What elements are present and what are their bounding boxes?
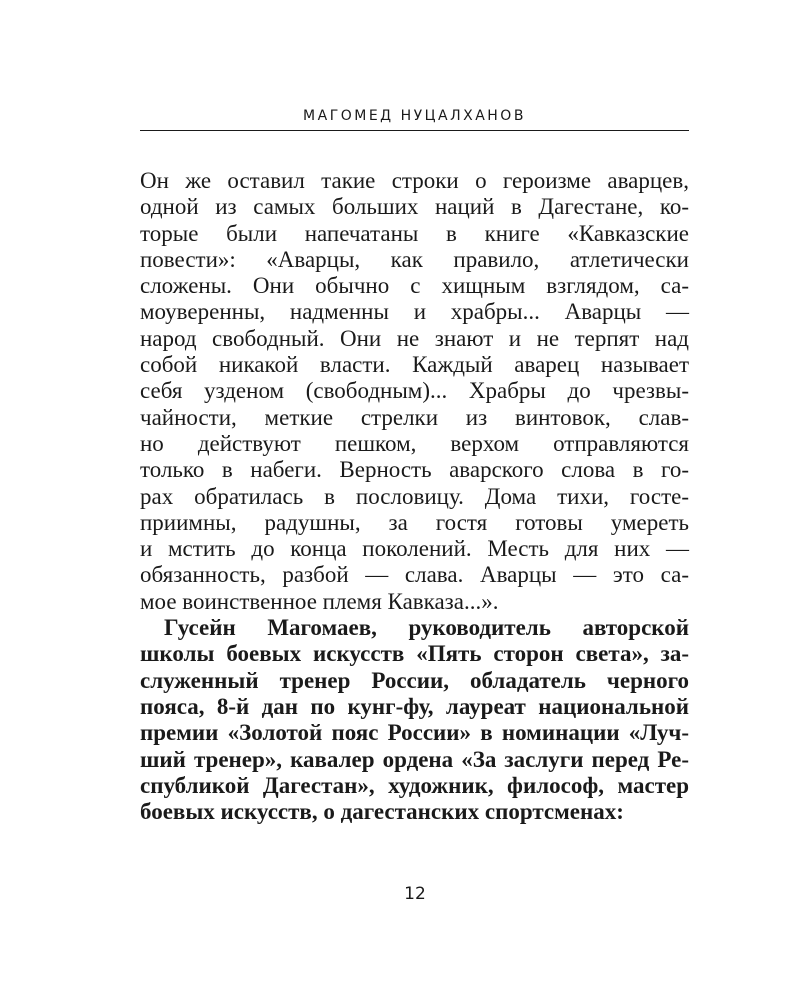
text-line: сложены. Они обычно с хищным взглядом, са- <box>140 273 689 299</box>
page-number: 12 <box>404 884 426 904</box>
text-line: себя узденом (свободным)... Храбры до чрезвы- <box>140 378 689 404</box>
text-line: служенный тренер России, обладатель черного <box>140 667 689 693</box>
text-line: но действуют пешком, верхом отправляются <box>140 430 689 456</box>
text-line: Гусейн Магомаев, руководитель авторской <box>164 615 689 641</box>
text-line: повести»: «Аварцы, как правило, атлетически <box>140 246 689 272</box>
paragraph-bold-intro <box>140 615 689 825</box>
text-line: пояса, 8-й дан по кунг-фу, лауреат национальной <box>140 693 689 719</box>
text-line: рах обратилась в пословицу. Дома тихи, госте- <box>140 483 689 509</box>
text-line: школы боевых искусств «Пять сторон света», за- <box>140 641 689 667</box>
text-line: народ свободный. Они не знают и не терпят над <box>140 325 689 351</box>
text-line: спубликой Дагестан», художник, философ, мастер <box>140 772 689 798</box>
text-line: мое воинственное племя Кавказа...». <box>140 588 499 614</box>
text-line: торые были напечатаны в книге «Кавказские <box>140 220 689 246</box>
paragraph-quote <box>140 168 689 615</box>
text-line: одной из самых больших наций в Дагестане, ко- <box>140 194 689 220</box>
text-line: и мстить до конца поколений. Месть для них — <box>140 536 689 562</box>
text-line: обязанность, разбой — слава. Аварцы — это са- <box>140 562 689 588</box>
text-line: боевых искусств, о дагестанских спортсменах: <box>140 799 624 825</box>
text-line: моуверенны, надменны и храбры... Аварцы — <box>140 299 689 325</box>
text-line: собой никакой власти. Каждый аварец называет <box>140 352 689 378</box>
text-line: премии «Золотой пояс России» в номинации «Луч- <box>140 720 689 746</box>
page-body <box>140 168 689 825</box>
text-line: приимны, радушны, за гостя готовы умереть <box>140 509 689 535</box>
header-rule <box>140 130 689 131</box>
text-line: ший тренер», кавалер ордена «За заслуги перед Ре- <box>140 746 689 772</box>
text-line: Он же оставил такие строки о героизме аварцев, <box>140 168 689 193</box>
running-head: МАГОМЕД НУЦАЛХАНОВ <box>303 108 526 124</box>
text-line: чайности, меткие стрелки из винтовок, слав- <box>140 404 689 430</box>
text-line: только в набеги. Верность аварского слова в го- <box>140 457 689 483</box>
